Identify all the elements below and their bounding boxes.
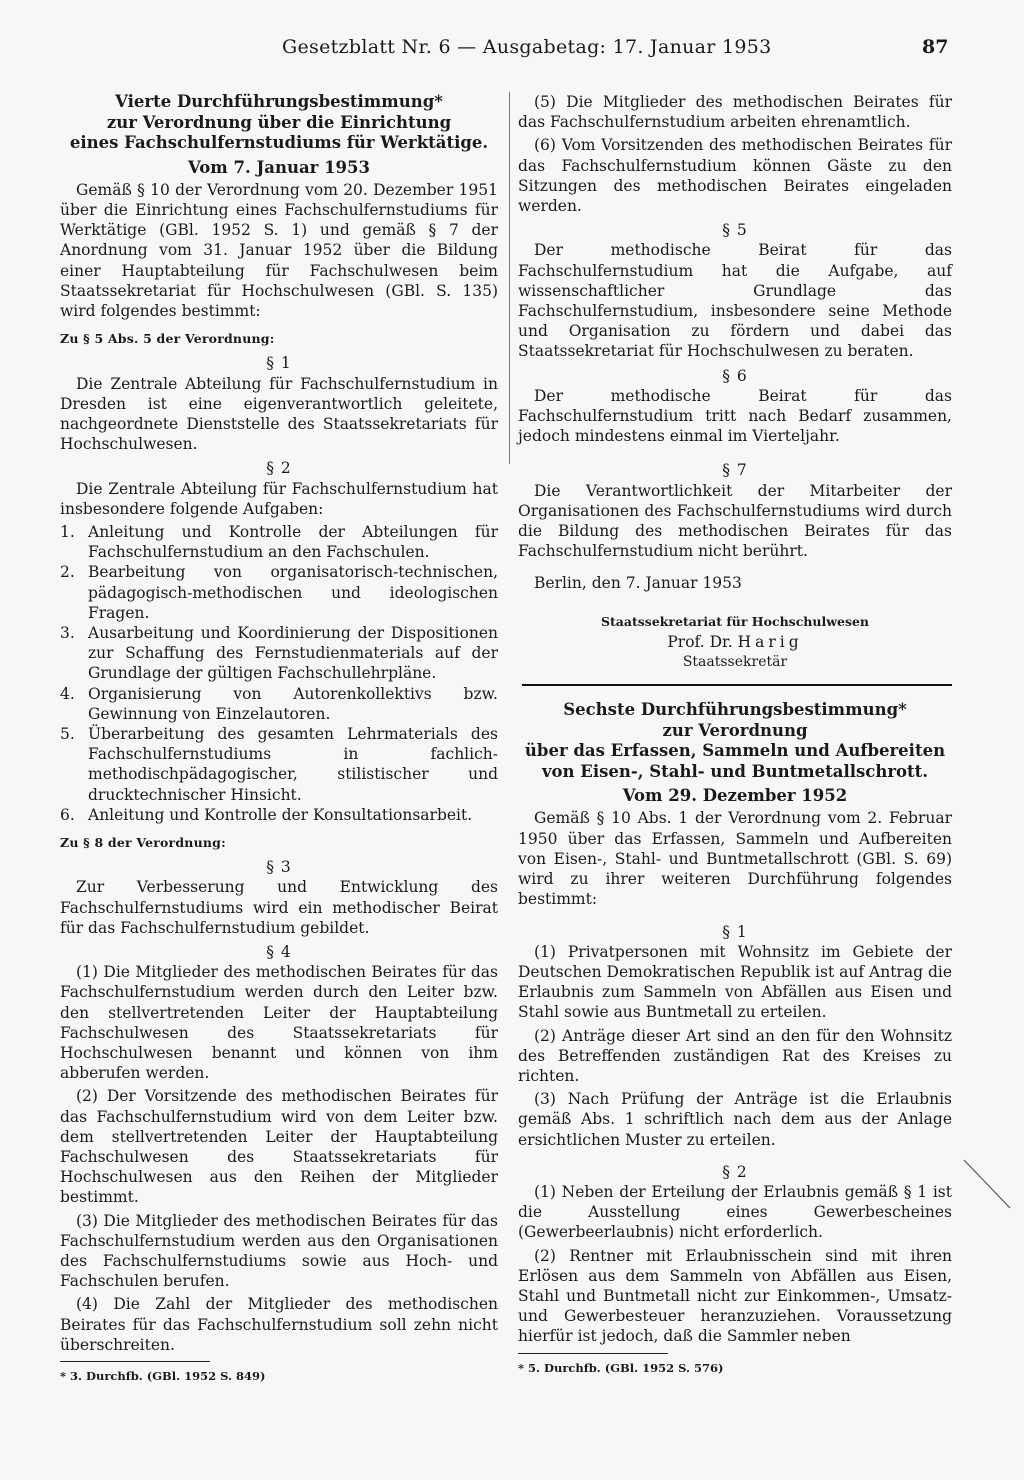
paragraph-text: Der methodische Beirat für das Fachschulfernstudium tritt nach Bedarf zusammen, jedoch mindestens einmal im Vierteljahr. xyxy=(518,386,952,446)
paragraph-text: (6) Vom Vorsitzenden des methodischen Beirates für das Fachschulfernstudium können Gäste zu den Sitzungen des methodischen Beirates eingeladen werden. xyxy=(518,136,952,216)
decree-date-1: Vom 7. Januar 1953 xyxy=(187,157,370,177)
paragraph-text: Der methodische Beirat für das Fachschulfernstudium hat die Aufgabe, auf wissenschaftlicher Grundlage das Fachschulfernstudium, insbesondere seine Methode und Organisation zu fördern und dabei das Staatssekretariat für Hochschulwesen zu beraten. xyxy=(518,241,952,361)
left-column xyxy=(60,92,498,1386)
list-item: 6. Anleitung und Kontrolle der Konsultationsarbeit. xyxy=(60,805,473,824)
paragraph-text: (1) Privatpersonen mit Wohnsitz im Gebiete der Deutschen Demokratischen Republik ist auf Antrag die Erlaubnis zum Sammeln von Abfällen aus Eisen und Stahl sowie aus Buntmetall zu erteilen. xyxy=(518,942,952,1022)
list-item: 4. Organisierung von Autorenkollektivs bzw. Gewinnung von Einzelautoren. xyxy=(60,684,498,723)
header-title: Gesetzblatt Nr. 6 — Ausgabetag: 17. Januar 1953 xyxy=(282,36,772,58)
footnote-rule xyxy=(60,1361,210,1362)
column-divider xyxy=(509,92,510,464)
page-number: 87 xyxy=(922,36,949,58)
paragraph-heading: § 1 xyxy=(266,354,292,373)
paragraph-text: (5) Die Mitglieder des methodischen Beirates für das Fachschulfernstudium arbeiten ehrenamtlich. xyxy=(518,93,952,132)
preamble-1: Gemäß § 10 der Verordnung vom 20. Dezember 1951 über die Einrichtung eines Fachschulfernstudiums für Werktätige (GBl. 1952 S. 1) und gemäß § 7 der Anordnung vom 31. Januar 1952 über die Bildung einer Hauptabteilung für Fachschulwesen beim Staatssekretariat für Hochschulwesen (GBl. S. 135) wird folgendes bestimmt: xyxy=(60,180,498,320)
list-item: 1. Anleitung und Kontrolle der Abteilungen für Fachschulfernstudium an den Fachschulen. xyxy=(60,522,498,562)
list-item: 3. Ausarbeitung und Koordinierung der Dispositionen zur Schaffung des Fernstudienmaterials auf der Grundlage der gültigen Fachschullehrpläne. xyxy=(60,623,498,683)
section-ref-5: Zu § 5 Abs. 5 der Verordnung: xyxy=(60,331,275,347)
decree-title-1: Vierte Durchführungsbestimmung* zur Verordnung über die Einrichtung eines Fachschulfernstudiums für Werktätige. xyxy=(69,92,489,152)
signature-organization: Staatssekretariat für Hochschulwesen xyxy=(600,613,870,629)
paragraph-heading: § 7 xyxy=(722,461,748,480)
paragraph-heading: § 4 xyxy=(266,943,292,962)
task-list xyxy=(60,522,498,825)
paragraph-text: (1) Die Mitglieder des methodischen Beirates für das Fachschulfernstudium werden durch den Leiter bzw. den stellvertretenden Leiter der Hauptabteilung Fachschulwesen des Staatssekretariats für Hochschulwesen benannt und können von ihm abberufen werden. xyxy=(60,963,498,1083)
section-ref-8: Zu § 8 der Verordnung: xyxy=(60,835,226,850)
footnote-rule xyxy=(518,1353,668,1354)
decree-date-2: Vom 29. Dezember 1952 xyxy=(622,786,848,806)
paragraph-text: (2) Rentner mit Erlaubnisschein sind mit ihren Erlösen aus dem Sammeln von Abfällen aus Eisen, Stahl und Buntmetall nicht zur Einkommen-, Umsatz- und Gewerbesteuer heranzuziehen. Voraussetzung hierfür ist jedoch, daß die Sammler neben xyxy=(518,1246,952,1346)
signature-name: Prof. Dr. Harig xyxy=(667,632,803,651)
paragraph-heading: § 2 xyxy=(722,1162,748,1181)
paragraph-text: (1) Neben der Erteilung der Erlaubnis gemäß § 1 ist die Ausstellung eines Gewerbescheines (Gewerbeerlaubnis) nicht erforderlich. xyxy=(518,1182,952,1242)
footnote: * 3. Durchfb. (GBl. 1952 S. 849) xyxy=(60,1369,266,1384)
paragraph-text: Die Verantwortlichkeit der Mitarbeiter der Organisationen des Fachschulfernstudiums wird durch die Bildung des methodischen Beirates für das Fachschulfernstudium nicht berührt. xyxy=(518,481,952,561)
paragraph-heading: § 1 xyxy=(722,922,748,941)
preamble-2: Gemäß § 10 Abs. 1 der Verordnung vom 2. Februar 1950 über das Erfassen, Sammeln und Aufbereiten von Eisen-, Stahl- und Buntmetallschrott (GBl. S. 69) wird zu ihrer weiteren Durchführung folgendes bestimmt: xyxy=(518,809,952,909)
paragraph-text: (2) Der Vorsitzende des methodischen Beirates für das Fachschulfernstudium wird von dem Leiter bzw. dem stellvertretenden Leiter der Hauptabteilung Fachschulwesen des Staatssekretariats für Hochschulwesen aus den Reihen der Mitglieder bestimmt. xyxy=(60,1087,498,1207)
paragraph-heading: § 3 xyxy=(266,858,292,877)
paragraph-text: (3) Die Mitglieder des methodischen Beirates für das Fachschulfernstudium werden aus den Organisationen des Fachschulfernstudiums sowie aus Hoch- und Fachschulen berufen. xyxy=(60,1211,498,1291)
list-item: 5. Überarbeitung des gesamten Lehrmaterials des Fachschulfernstudiums in fachlich-methodischpädagogischer, stilistischer und drucktechnischer Hinsicht. xyxy=(60,724,498,804)
right-column xyxy=(518,92,952,1378)
paragraph-heading: § 2 xyxy=(266,459,292,478)
section-divider xyxy=(522,684,952,686)
list-item: 2. Bearbeitung von organisatorisch-technischen, pädagogisch-methodischen und ideologischen Fragen. xyxy=(60,563,498,622)
paragraph-heading: § 6 xyxy=(722,366,748,385)
paragraph-heading: § 5 xyxy=(722,221,748,240)
place-date: Berlin, den 7. Januar 1953 xyxy=(534,574,742,593)
paragraph-text: (3) Nach Prüfung der Anträge ist die Erlaubnis gemäß Abs. 1 schriftlich nach dem aus der Anlage ersichtlichen Muster zu erteilen. xyxy=(518,1090,952,1149)
signature-role: Staatssekretär xyxy=(682,654,788,671)
decree-title-2: Sechste Durchführungsbestimmung* zur Verordnung über das Erfassen, Sammeln und Aufbereiten von Eisen-, Stahl- und Buntmetallschrott. xyxy=(524,700,946,781)
page-header xyxy=(0,36,1024,64)
paragraph-text: (2) Anträge dieser Art sind an den für den Wohnsitz des Betreffenden zuständigen Rat des Kreises zu richten. xyxy=(518,1026,952,1085)
paragraph-text: Die Zentrale Abteilung für Fachschulfernstudium hat insbesondere folgende Aufgaben: xyxy=(60,479,498,518)
pen-mark xyxy=(958,1152,1018,1212)
paragraph-text: (4) Die Zahl der Mitglieder des methodischen Beirates für das Fachschulfernstudium soll zehn nicht überschreiten. xyxy=(60,1295,498,1354)
footnote: * 5. Durchfb. (GBl. 1952 S. 576) xyxy=(518,1360,724,1375)
paragraph-text: Zur Verbesserung und Entwicklung des Fachschulfernstudiums wird ein methodischer Beirat für das Fachschulfernstudium gebildet. xyxy=(60,878,498,937)
paragraph-text: Die Zentrale Abteilung für Fachschulfernstudium in Dresden ist eine eigenverantwortlich geleitete, nachgeordnete Dienststelle des Staatssekretariats für Hochschulwesen. xyxy=(60,374,498,454)
